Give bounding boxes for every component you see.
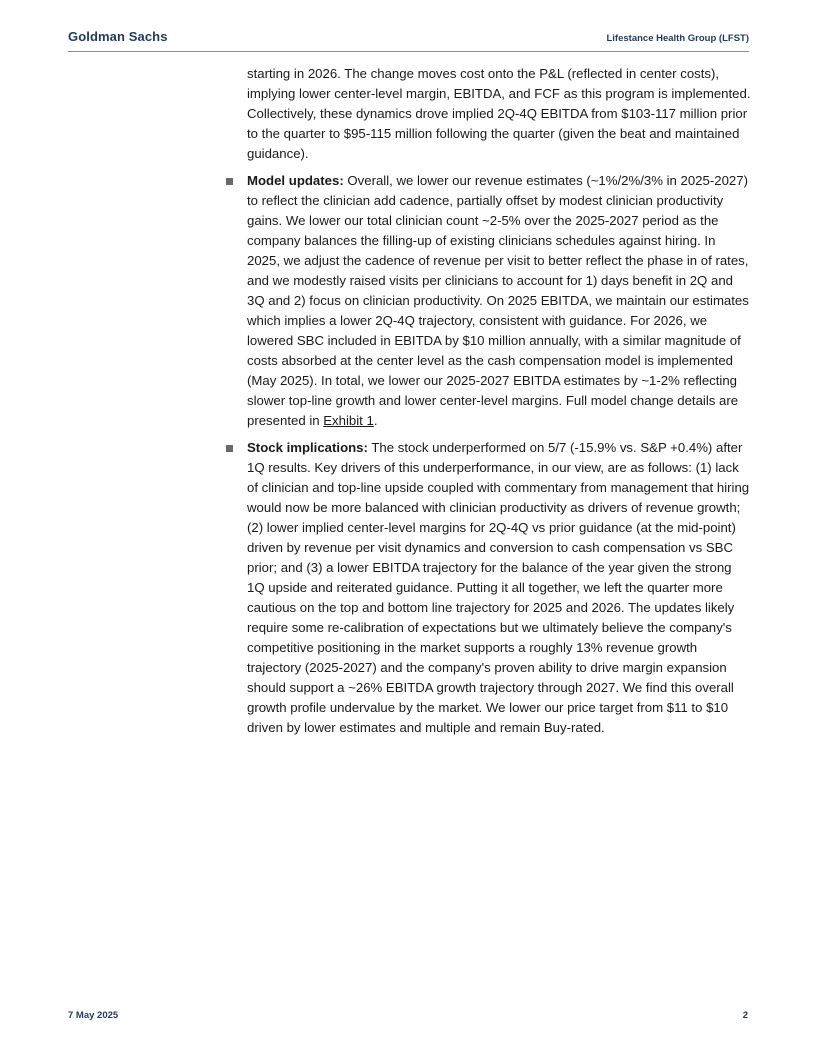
- square-bullet-icon: [226, 445, 233, 452]
- report-body: [247, 64, 751, 738]
- header-divider: [68, 51, 749, 52]
- intro-paragraph: starting in 2026. The change moves cost onto the P&L (reflected in center costs), implying lower center-level margin, EBITDA, and FCF as this program is implemented. Collectively, these dynamics drove implied 2Q-4Q EBITDA from $103-117 million prior to the quarter to $95-115 million following the quarter (given the beat and maintained guidance).: [247, 66, 751, 161]
- bullet-stock-implications: [247, 438, 751, 738]
- brand-name: Goldman Sachs: [68, 29, 168, 44]
- bullet-paragraph: [247, 171, 751, 431]
- bullet-model-updates: [247, 171, 751, 431]
- square-bullet-icon: [226, 178, 233, 185]
- bullet-label: Model updates:: [247, 173, 344, 188]
- footer-date: 7 May 2025: [68, 1010, 119, 1021]
- exhibit-link[interactable]: Exhibit 1: [323, 413, 374, 428]
- bullet-text: Overall, we lower our revenue estimates (~1%/2%/3% in 2025-2027) to reflect the clinician add cadence, partially offset by modest clinician productivity gains. We lower our total clinician count ~2-5% over the 2025-2027 period as the company balances the filling-up of existing clinicians schedules against hiring. In 2025, we adjust the cadence of revenue per visit to better reflect the phase in of rates, and we modestly raised visits per clinicians to account for 1) days benefit in 2Q and 3Q and 2) focus on clinician productivity. On 2025 EBITDA, we maintain our estimates which implies a lower 2Q-4Q trajectory, consistent with guidance. For 2026, we lowered SBC included in EBITDA by $10 million annually, with a similar magnitude of costs absorbed at the center level as the cash compensation model is implemented (May 2025). In total, we lower our 2025-2027 EBITDA estimates by ~1-2% reflecting slower top-line growth and lower center-level margins. Full model change details are presented in: [247, 173, 749, 428]
- bullet-text: The stock underperformed on 5/7 (-15.9% vs. S&P +0.4%) after 1Q results. Key drivers of this underperformance, in our view, are as follows: (1) lack of clinician and top-line upside coupled with commentary from management that hiring would now be more balanced with clinician productivity as drivers of revenue growth; (2) lower implied center-level margins for 2Q-4Q vs prior guidance (at the mid-point) driven by revenue per visit dynamics and conversion to cash compensation vs SBC prior; and (3) a lower EBITDA trajectory for the balance of the year given the strong 1Q upside and reiterated guidance. Putting it all together, we left the quarter more cautious on the top and bottom line trajectory for 2025 and 2026. The updates likely require some re-calibration of expectations but we ultimately believe the company's competitive positioning in the market supports a roughly 13% revenue growth trajectory (2025-2027) and the company's proven ability to drive margin expansion should support a ~26% EBITDA growth trajectory through 2027. We find this overall growth profile undervalue by the market. We lower our price target from $11 to $10 driven by lower estimates and multiple and remain Buy-rated.: [247, 440, 750, 735]
- bullet-paragraph: [247, 438, 751, 738]
- page-number: 2: [742, 1010, 748, 1021]
- bullet-suffix: .: [373, 413, 378, 428]
- bullet-label: Stock implications:: [247, 440, 368, 455]
- report-title: Lifestance Health Group (LFST): [606, 33, 749, 44]
